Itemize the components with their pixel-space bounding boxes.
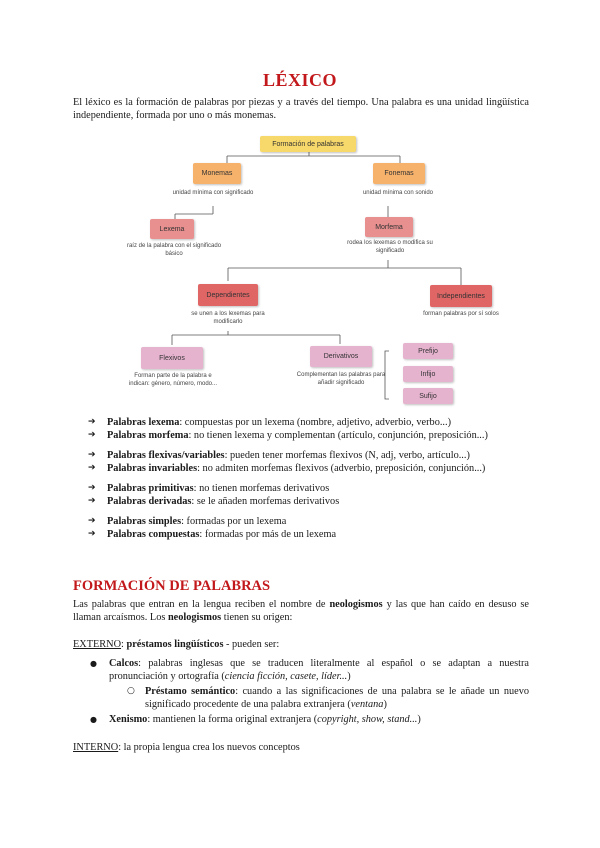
arrow-icon: ➔ bbox=[88, 430, 96, 440]
node-flexivos: Flexivos bbox=[141, 347, 203, 369]
desc-monemas: unidad mínima con significado bbox=[172, 190, 254, 196]
arrow-icon: ➔ bbox=[88, 516, 96, 526]
node-monemas: Monemas bbox=[193, 163, 241, 184]
list-item: ➔ Palabras primitivas: no tienen morfemas derivativos bbox=[88, 483, 330, 494]
desc-flexivos: Forman parte de la palabra e indican: género, número, modo... bbox=[128, 373, 218, 387]
desc-dependientes: se unen a los lexemas para modificarlo bbox=[191, 311, 265, 325]
node-independientes: Independientes bbox=[430, 285, 492, 307]
arrow-icon: ➔ bbox=[88, 529, 96, 539]
desc-lexema: raíz de la palabra con el significado básico bbox=[126, 243, 222, 257]
node-sufijo: Sufijo bbox=[403, 388, 453, 404]
calcos-item: Calcos: palabras inglesas que se traducen literalmente al español o se adaptan a nuestra pronunciación y ortografía (ciencia ficción, casete, líder...) bbox=[109, 658, 529, 682]
bullet-icon: ● bbox=[90, 715, 97, 724]
arrow-icon: ➔ bbox=[88, 483, 96, 493]
externo-line: EXTERNO: préstamos lingüísticos - pueden ser: bbox=[73, 639, 280, 650]
node-fonemas: Fonemas bbox=[373, 163, 425, 184]
list-item: ➔ Palabras compuestas: formadas por más de un lexema bbox=[88, 529, 337, 540]
list-item: ➔ Palabras invariables: no admiten morfemas flexivos (adverbio, preposición, conjunción...) bbox=[88, 463, 486, 474]
desc-fonemas: unidad mínima con sonido bbox=[362, 190, 434, 196]
prestamo-semantico-item: Préstamo semántico: cuando a las significaciones de una palabra se le añade un nuevo significado procedente de una palabra extranjera (ventana) bbox=[145, 686, 529, 710]
xenismo-item: Xenismo: mantienen la forma original extranjera (copyright, show, stand...) bbox=[109, 714, 421, 725]
list-item: ➔ Palabras derivadas: se le añaden morfemas derivativos bbox=[88, 496, 340, 507]
neologismos-paragraph: Las palabras que entran en la lengua reciben el nombre de neologismos y las que han caído en desuso se llaman arcaísmos. Los neologismos tienen su origen: bbox=[73, 599, 529, 623]
arrow-icon: ➔ bbox=[88, 450, 96, 460]
node-morfema: Morfema bbox=[365, 217, 413, 237]
circle-bullet-icon: ○ bbox=[127, 686, 135, 696]
node-lexema: Lexema bbox=[150, 219, 194, 239]
node-prefijo: Prefijo bbox=[403, 343, 453, 359]
page-title: LÉXICO bbox=[262, 70, 337, 90]
node-infijo: Infijo bbox=[403, 366, 453, 382]
node-derivativos: Derivativos bbox=[310, 346, 372, 367]
arrow-icon: ➔ bbox=[88, 463, 96, 473]
arrow-icon: ➔ bbox=[88, 417, 96, 427]
node-formacion-de-palabras: Formación de palabras bbox=[260, 136, 356, 152]
list-item: ➔ Palabras flexivas/variables: pueden tener morfemas flexivos (N, adj, verbo, artículo...) bbox=[88, 450, 470, 461]
intro-paragraph: El léxico es la formación de palabras por piezas y a través del tiempo. Una palabra es una unidad lingüística independiente, formada por uno o más monemas. bbox=[73, 97, 529, 121]
arrow-icon: ➔ bbox=[88, 496, 96, 506]
bullet-icon: ● bbox=[90, 659, 97, 668]
desc-derivativos: Complementan las palabras para añadir significado bbox=[296, 372, 386, 386]
word-formation-diagram bbox=[0, 128, 600, 413]
desc-morfema: rodea los lexemas o modifica su significado bbox=[347, 240, 433, 254]
desc-independientes: forman palabras por sí solos bbox=[423, 311, 499, 317]
list-item: ➔ Palabras simples: formadas por un lexema bbox=[88, 516, 287, 527]
list-item: ➔ Palabras lexema: compuestas por un lexema (nombre, adjetivo, adverbio, verbo...) bbox=[88, 417, 451, 428]
node-dependientes: Dependientes bbox=[198, 284, 258, 306]
word-types-list bbox=[73, 416, 543, 541]
section-title: FORMACIÓN DE PALABRAS bbox=[73, 578, 271, 594]
interno-line: INTERNO: la propia lengua crea los nuevos conceptos bbox=[73, 742, 300, 753]
list-item: ➔ Palabras morfema: no tienen lexema y complementan (artículo, conjunción, preposición...) bbox=[88, 430, 488, 441]
